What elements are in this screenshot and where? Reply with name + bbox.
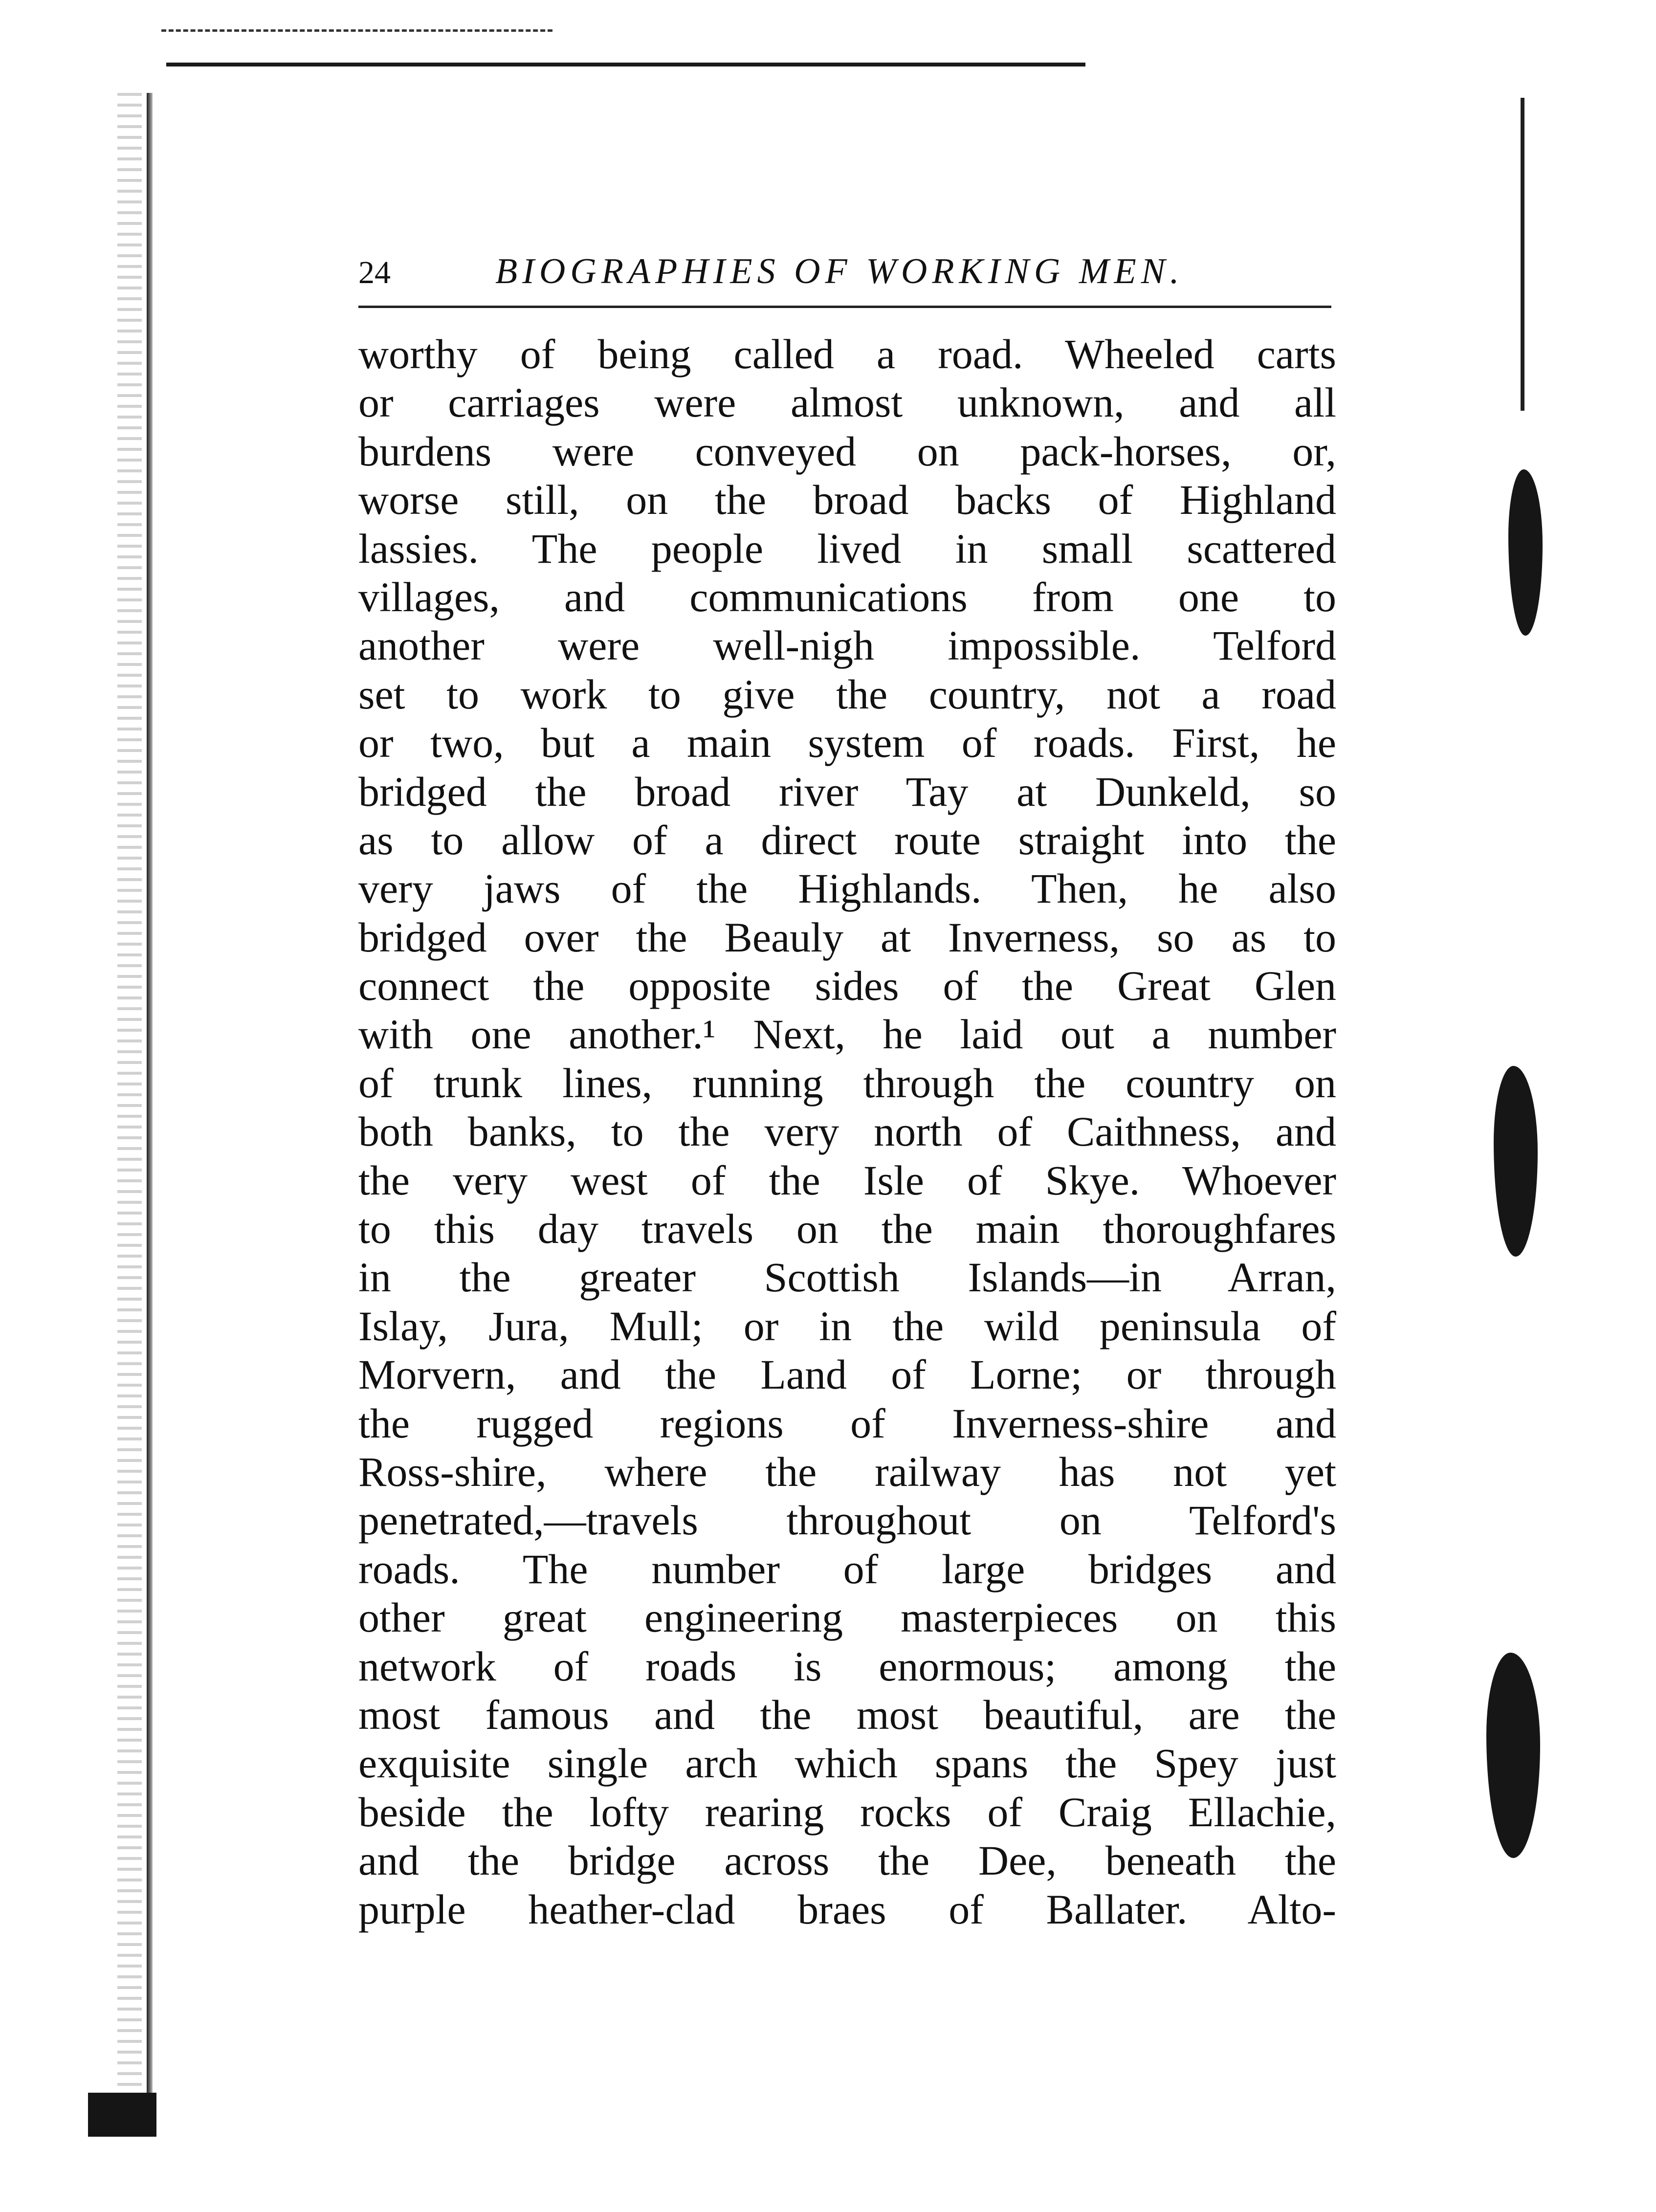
page-header xyxy=(358,247,1336,301)
scan-top-rule xyxy=(166,63,1085,66)
text-line: Islay, Jura, Mull; or in the wild peninsula of xyxy=(358,1302,1336,1349)
text-line: exquisite single arch which spans the Spey just xyxy=(358,1740,1336,1787)
ink-blot xyxy=(1486,1653,1540,1858)
binding-edge xyxy=(147,93,153,2098)
body-text xyxy=(358,330,1336,1944)
text-line: the very west of the Isle of Skye. Whoever xyxy=(358,1156,1336,1204)
text-line: and the bridge across the Dee, beneath the xyxy=(358,1837,1336,1884)
running-head: BIOGRAPHIES OF WORKING MEN. xyxy=(495,251,1184,291)
text-line: bridged over the Beauly at Inverness, so as to xyxy=(358,913,1336,961)
text-line: beside the lofty rearing rocks of Craig Ellachie, xyxy=(358,1788,1336,1836)
binding-shadow xyxy=(117,93,142,2098)
scan-top-dashes xyxy=(161,29,552,32)
text-line: villages, and communications from one to xyxy=(358,573,1336,620)
text-line: very jaws of the Highlands. Then, he also xyxy=(358,865,1336,912)
text-line: connect the opposite sides of the Great Glen xyxy=(358,962,1336,1010)
header-rule xyxy=(358,306,1331,308)
text-line: bridged the broad river Tay at Dunkeld, so xyxy=(358,768,1336,815)
text-line: with one another.¹ Next, he laid out a number xyxy=(358,1011,1336,1058)
text-line: other great engineering masterpieces on this xyxy=(358,1594,1336,1641)
text-line: lassies. The people lived in small scattered xyxy=(358,525,1336,572)
text-line: penetrated,—travels throughout on Telford's xyxy=(358,1497,1336,1544)
scan-corner-mark xyxy=(88,2093,156,2137)
text-line: purple heather-clad braes of Ballater. Alto- xyxy=(358,1885,1336,1933)
text-line: in the greater Scottish Islands—in Arran, xyxy=(358,1254,1336,1301)
text-line: most famous and the most beautiful, are the xyxy=(358,1691,1336,1738)
text-line: roads. The number of large bridges and xyxy=(358,1545,1336,1593)
text-line: the rugged regions of Inverness-shire and xyxy=(358,1399,1336,1447)
text-line: Ross-shire, where the railway has not yet xyxy=(358,1448,1336,1495)
text-line: burdens were conveyed on pack-horses, or, xyxy=(358,427,1336,475)
ink-blot xyxy=(1508,469,1543,636)
text-line: or carriages were almost unknown, and all xyxy=(358,379,1336,426)
text-line: worse still, on the broad backs of Highland xyxy=(358,476,1336,524)
ink-blot xyxy=(1494,1066,1538,1257)
text-line: network of roads is enormous; among the xyxy=(358,1642,1336,1690)
text-line: both banks, to the very north of Caithness, and xyxy=(358,1108,1336,1155)
page-number: 24 xyxy=(358,255,391,290)
text-line: as to allow of a direct route straight into the xyxy=(358,816,1336,863)
text-line: set to work to give the country, not a road xyxy=(358,670,1336,718)
scan-right-line xyxy=(1521,98,1524,411)
text-line: Morvern, and the Land of Lorne; or through xyxy=(358,1351,1336,1398)
text-line: or two, but a main system of roads. First, he xyxy=(358,719,1336,767)
text-line: another were well-nigh impossible. Telford xyxy=(358,622,1336,669)
text-line: of trunk lines, running through the country on xyxy=(358,1059,1336,1106)
text-line: to this day travels on the main thoroughfares xyxy=(358,1205,1336,1253)
text-line: worthy of being called a road. Wheeled carts xyxy=(358,331,1336,377)
